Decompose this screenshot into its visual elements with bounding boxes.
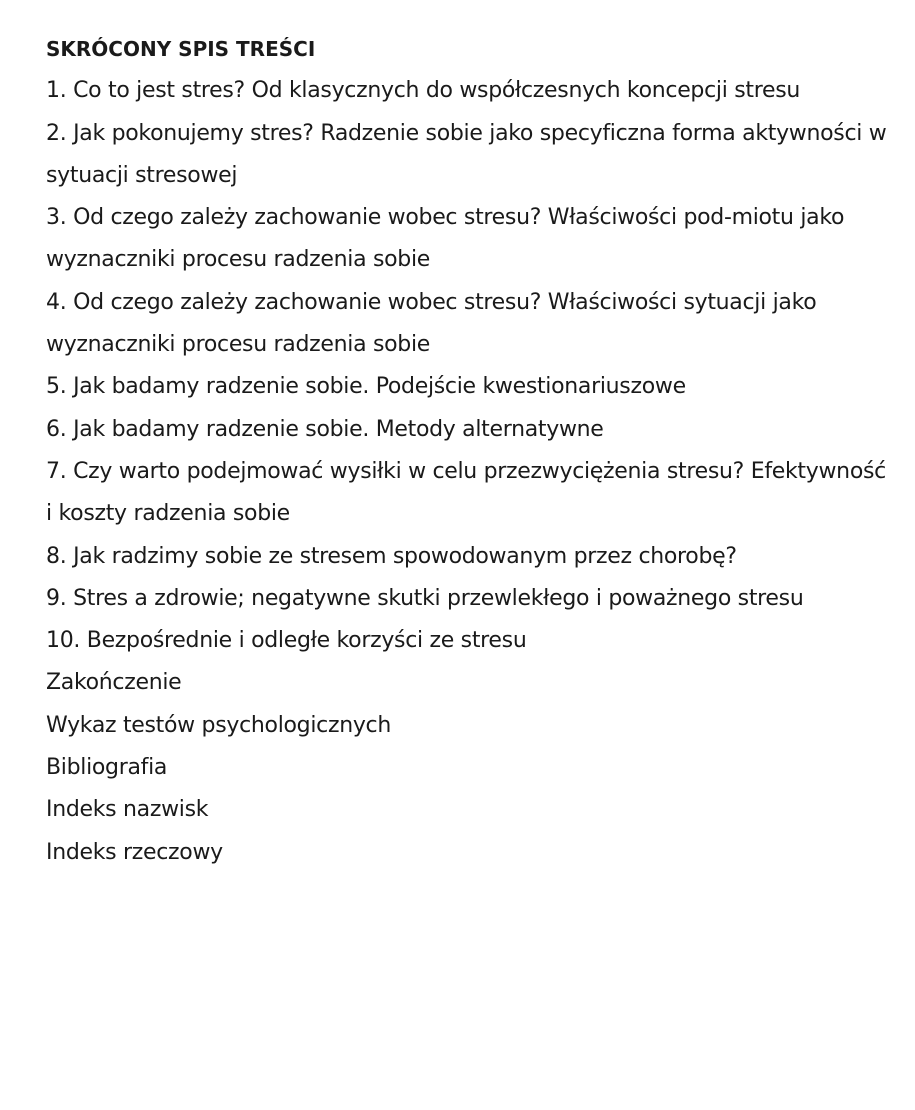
- table-of-contents: [46, 28, 896, 874]
- toc-entry-9: 9. Stres a zdrowie; negatywne skutki przewlekłego i poważnego stresu: [46, 585, 804, 611]
- toc-entry-subject-index: Indeks rzeczowy: [46, 839, 223, 865]
- toc-entry-8: 8. Jak radzimy sobie ze stresem spowodowanym przez chorobę?: [46, 543, 737, 569]
- toc-entry-4: 4. Od czego zależy zachowanie wobec stresu? Właściwości sytuacji jako wyznaczniki procesu radzenia sobie: [46, 289, 817, 358]
- toc-entry-1: 1. Co to jest stres? Od klasycznych do współczesnych koncepcji stresu: [46, 78, 800, 104]
- toc-entry-tests-list: Wykaz testów psychologicznych: [46, 712, 391, 738]
- toc-list: [46, 70, 896, 874]
- toc-entry-bibliography: Bibliografia: [46, 755, 168, 781]
- toc-entry-name-index: Indeks nazwisk: [46, 797, 209, 823]
- toc-entry-3: 3. Od czego zależy zachowanie wobec stresu? Właściwości pod-miotu jako wyznaczniki procesu radzenia sobie: [46, 205, 845, 273]
- toc-entry-5: 5. Jak badamy radzenie sobie. Podejście kwestionariuszowe: [46, 374, 686, 400]
- toc-entry-conclusion: Zakończenie: [46, 670, 182, 696]
- page-title: SKRÓCONY SPIS TREŚCI: [46, 37, 316, 61]
- toc-entry-7: 7. Czy warto podejmować wysiłki w celu przezwyciężenia stresu? Efektywność i koszty radzenia sobie: [46, 458, 886, 527]
- toc-entry-10: 10. Bezpośrednie i odległe korzyści ze stresu: [46, 628, 527, 654]
- toc-entry-2: 2. Jak pokonujemy stres? Radzenie sobie jako specyficzna forma aktywności w sytuacji stresowej: [46, 120, 887, 188]
- toc-entry-6: 6. Jak badamy radzenie sobie. Metody alternatywne: [46, 416, 604, 442]
